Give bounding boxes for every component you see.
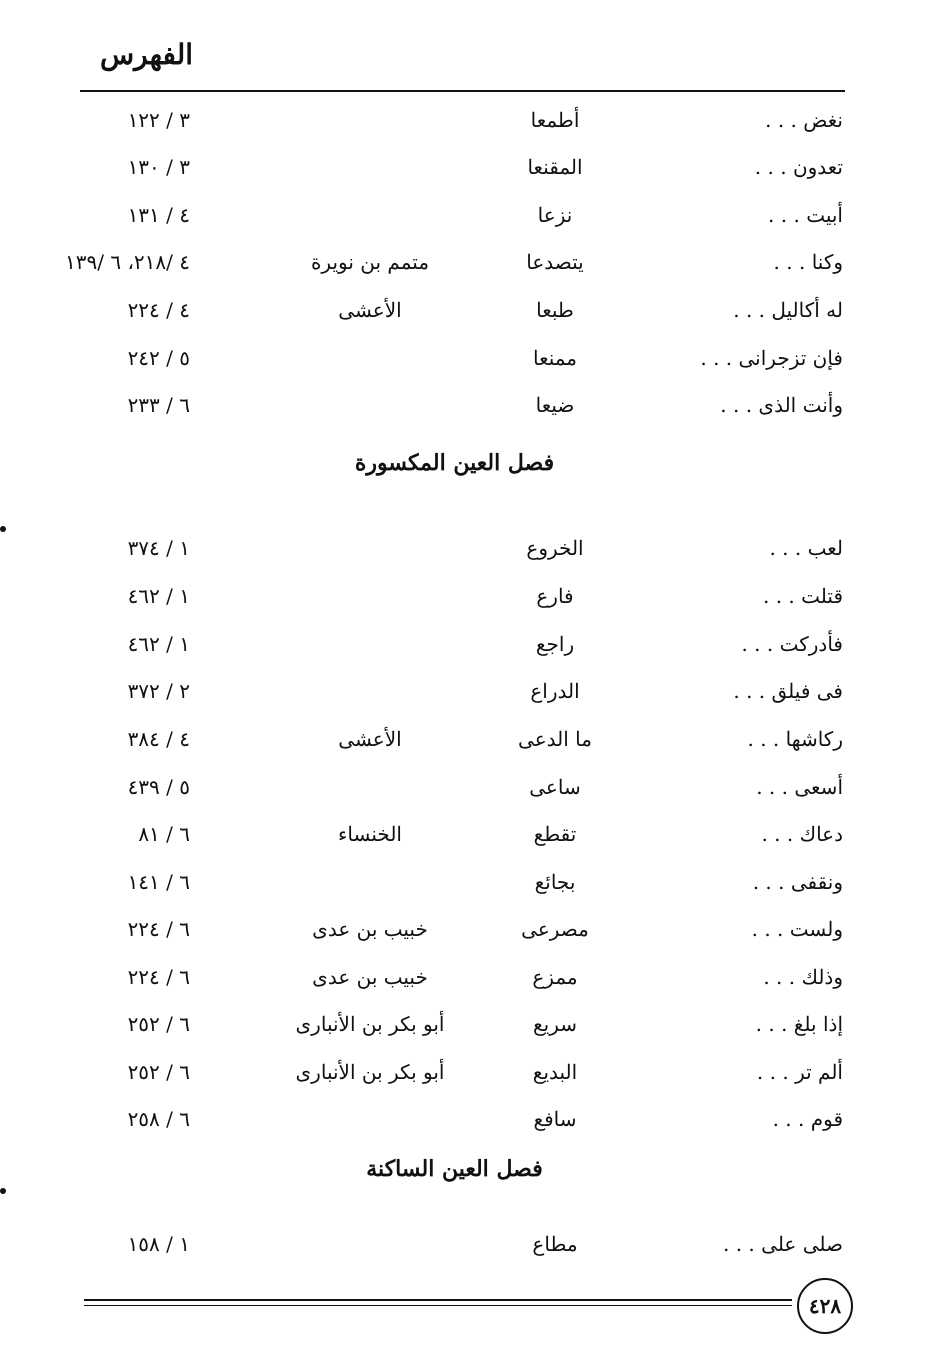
page-number-text: ٤٢٨ bbox=[808, 1294, 842, 1318]
volume-page-ref: ١ / ٤٦٢ bbox=[127, 584, 190, 608]
rhyme-word: نزعا bbox=[537, 203, 573, 227]
verse-opening: فى فيلق . . . bbox=[733, 679, 843, 703]
verse-opening: إذا بلغ . . . bbox=[755, 1012, 843, 1036]
volume-page-ref: ٦ / ٢٢٤ bbox=[127, 965, 190, 989]
volume-page-ref: ١ / ١٥٨ bbox=[127, 1232, 190, 1256]
index-row bbox=[0, 917, 925, 957]
volume-page-ref: ٦ / ٢٥٢ bbox=[127, 1060, 190, 1084]
header-divider bbox=[80, 90, 845, 92]
verse-opening: تعدون . . . bbox=[754, 155, 843, 179]
verse-opening: قوم . . . bbox=[772, 1107, 843, 1131]
verse-opening: أبيت . . . bbox=[768, 203, 843, 227]
volume-page-ref: ٤ / ٣٨٤ bbox=[127, 727, 190, 751]
index-row bbox=[0, 108, 925, 148]
verse-opening: ركاشها . . . bbox=[747, 727, 843, 751]
rhyme-word: المقنعا bbox=[527, 155, 583, 179]
rhyme-word: مطاع bbox=[532, 1232, 578, 1256]
volume-page-ref: ٣ / ١٢٢ bbox=[127, 108, 190, 132]
section-heading bbox=[0, 450, 925, 476]
verse-opening: فإن تزجرانى . . . bbox=[700, 346, 843, 370]
volume-page-ref: ٥ / ٤٣٩ bbox=[127, 775, 190, 799]
volume-page-ref: ١ / ٤٦٢ bbox=[127, 632, 190, 656]
index-row bbox=[0, 1232, 925, 1272]
index-row bbox=[0, 1107, 925, 1147]
page-number bbox=[797, 1278, 853, 1334]
rhyme-word: بجائع bbox=[534, 870, 576, 894]
poet-name: خبيب بن عدى bbox=[312, 917, 428, 941]
index-row bbox=[0, 727, 925, 767]
index-row bbox=[0, 250, 925, 290]
verse-opening: ونقفى . . . bbox=[752, 870, 843, 894]
verse-opening: صلى على . . . bbox=[723, 1232, 843, 1256]
rhyme-word: تقطع bbox=[533, 822, 577, 846]
volume-page-ref: ٣ / ١٣٠ bbox=[127, 155, 190, 179]
volume-page-ref: ٤ / ٢٢٤ bbox=[127, 298, 190, 322]
index-row bbox=[0, 965, 925, 1005]
scan-mark bbox=[0, 1188, 6, 1194]
verse-opening: ولست . . . bbox=[751, 917, 843, 941]
poet-name: الأعشى bbox=[338, 727, 402, 751]
footer-divider bbox=[84, 1305, 792, 1306]
rhyme-word: راجع bbox=[535, 632, 575, 656]
index-row bbox=[0, 584, 925, 624]
volume-page-ref: ٤ /٢١٨، ٦ /١٣٩ bbox=[65, 250, 190, 274]
poet-name: أبو بكر بن الأنبارى bbox=[295, 1012, 445, 1036]
rhyme-word: فارع bbox=[536, 584, 574, 608]
index-row bbox=[0, 775, 925, 815]
rhyme-word: ممزع bbox=[532, 965, 578, 989]
volume-page-ref: ٥ / ٢٤٢ bbox=[127, 346, 190, 370]
section-heading-text: فصل العين المكسورة bbox=[354, 450, 555, 476]
rhyme-word: ممنعا bbox=[532, 346, 578, 370]
volume-page-ref: ١ / ٣٧٤ bbox=[127, 536, 190, 560]
poet-name: أبو بكر بن الأنبارى bbox=[295, 1060, 445, 1084]
footer-divider bbox=[84, 1299, 792, 1301]
volume-page-ref: ٦ / ١٤١ bbox=[127, 870, 190, 894]
section-heading-text: فصل العين الساكنة bbox=[366, 1156, 543, 1182]
rhyme-word: سافع bbox=[533, 1107, 577, 1131]
rhyme-word: سريع bbox=[532, 1012, 578, 1036]
index-row bbox=[0, 1060, 925, 1100]
rhyme-word: ساعى bbox=[529, 775, 581, 799]
verse-opening: أسعى . . . bbox=[756, 775, 843, 799]
rhyme-word: مصرعى bbox=[521, 917, 589, 941]
volume-page-ref: ٦ / ٢٣٣ bbox=[127, 393, 190, 417]
volume-page-ref: ٦ / ٢٥٢ bbox=[127, 1012, 190, 1036]
poet-name: الخنساء bbox=[338, 822, 402, 846]
verse-opening: وأنت الذى . . . bbox=[720, 393, 843, 417]
index-row bbox=[0, 632, 925, 672]
index-row bbox=[0, 1012, 925, 1052]
poet-name: الأعشى bbox=[338, 298, 402, 322]
index-row bbox=[0, 679, 925, 719]
rhyme-word: ما الدعى bbox=[518, 727, 592, 751]
index-row bbox=[0, 822, 925, 862]
scan-mark bbox=[0, 526, 6, 532]
verse-opening: دعاك . . . bbox=[761, 822, 843, 846]
rhyme-word: أطمعا bbox=[530, 108, 580, 132]
volume-page-ref: ٦ / ٢٥٨ bbox=[127, 1107, 190, 1131]
verse-opening: فأدركت . . . bbox=[741, 632, 843, 656]
verse-opening: وكنا . . . bbox=[773, 250, 843, 274]
index-row bbox=[0, 298, 925, 338]
poet-name: متمم بن نويرة bbox=[310, 250, 430, 274]
volume-page-ref: ٢ / ٣٧٢ bbox=[127, 679, 190, 703]
index-row bbox=[0, 393, 925, 433]
verse-opening: وذلك . . . bbox=[763, 965, 843, 989]
verse-opening: نغض . . . bbox=[765, 108, 843, 132]
verse-opening: ألم تر . . . bbox=[756, 1060, 843, 1084]
index-row bbox=[0, 203, 925, 243]
section-heading bbox=[0, 1156, 925, 1182]
rhyme-word: البديع bbox=[532, 1060, 578, 1084]
rhyme-word: الدراع bbox=[530, 679, 580, 703]
rhyme-word: طبعا bbox=[536, 298, 574, 322]
rhyme-word: ضيعا bbox=[535, 393, 575, 417]
page-header-title: الفهرس bbox=[100, 38, 194, 71]
poet-name: خبيب بن عدى bbox=[312, 965, 428, 989]
index-row bbox=[0, 346, 925, 386]
verse-opening: له أكاليل . . . bbox=[733, 298, 843, 322]
index-row bbox=[0, 870, 925, 910]
index-row bbox=[0, 155, 925, 195]
rhyme-word: الخروع bbox=[526, 536, 584, 560]
rhyme-word: يتصدعا bbox=[526, 250, 584, 274]
verse-opening: قتلت . . . bbox=[763, 584, 843, 608]
index-row bbox=[0, 536, 925, 576]
volume-page-ref: ٤ / ١٣١ bbox=[127, 203, 190, 227]
verse-opening: لعب . . . bbox=[769, 536, 843, 560]
volume-page-ref: ٦ / ٨١ bbox=[138, 822, 190, 846]
volume-page-ref: ٦ / ٢٢٤ bbox=[127, 917, 190, 941]
